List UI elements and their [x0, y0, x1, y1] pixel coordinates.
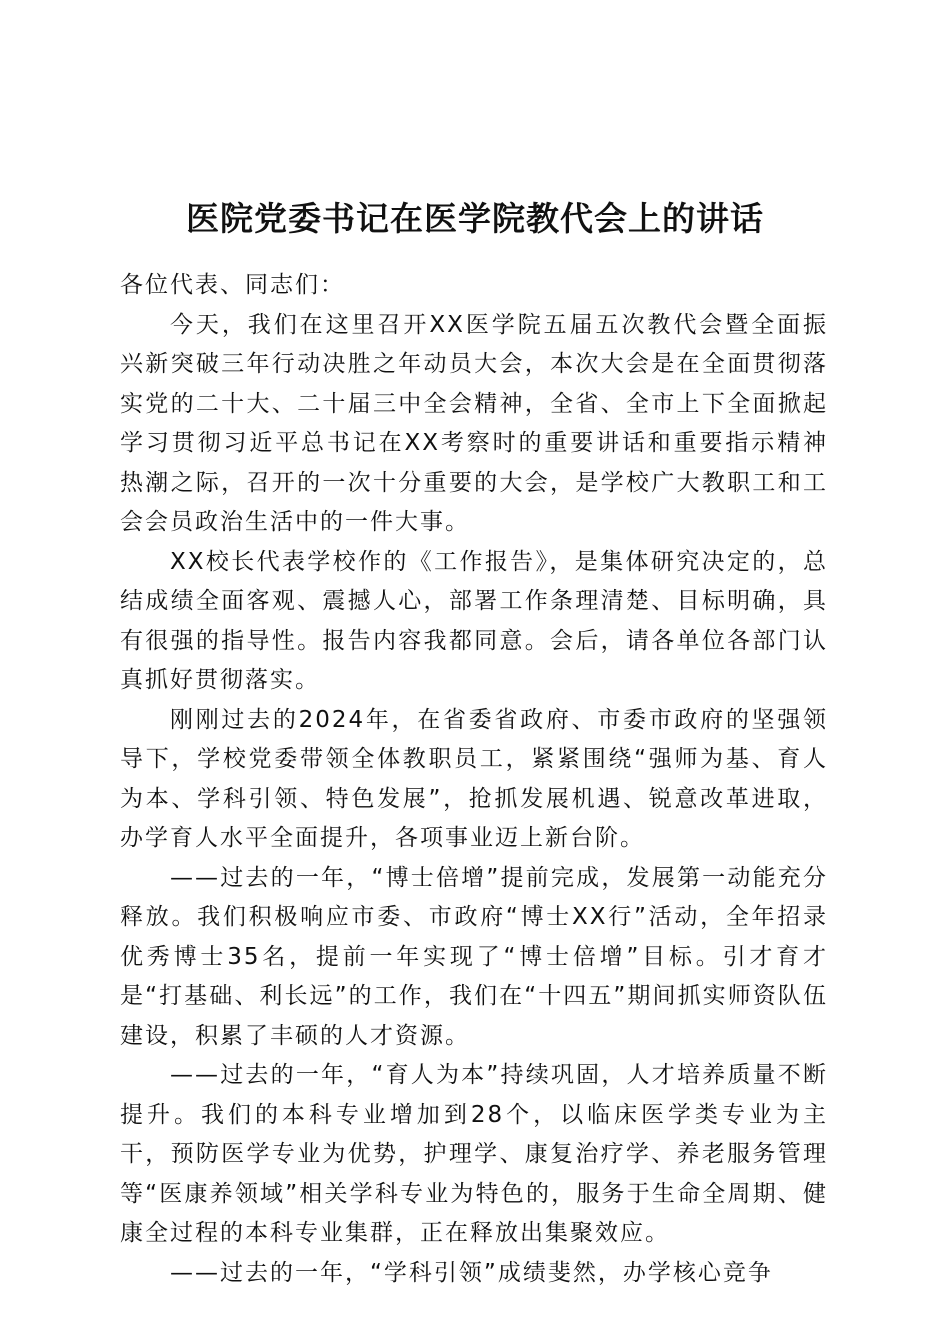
paragraph-2024-review: 刚刚过去的2024年，在省委省政府、市委市政府的坚强领导下，学校党委带领全体教职员工，紧紧围绕“强师为基、育人为本、学科引领、特色发展”，抢抓发展机遇、锐意改革进取，办学育人水平全面提升，各项事业迈上新台阶。: [120, 706, 828, 851]
paragraph-opening: 今天，我们在这里召开XX医学院五届五次教代会暨全面振兴新突破三年行动决胜之年动员大会，本次大会是在全面贯彻落实党的二十大、二十届三中全会精神，全省、全市上下全面掀起学习贯彻习近平总书记在XX考察时的重要讲话和重要指示精神热潮之际，召开的一次十分重要的大会，是学校广大教职工和工会会员政治生活中的一件大事。: [120, 311, 828, 535]
paragraph-doctor-doubling: ——过去的一年，“博士倍增”提前完成，发展第一动能充分释放。我们积极响应市委、市政府“博士XX行”活动，全年招录优秀博士35名，提前一年实现了“博士倍增”目标。引才育才是“打基础、利长远”的工作，我们在“十四五”期间抓实师资队伍建设，积累了丰硕的人才资源。: [120, 864, 828, 1049]
paragraph-discipline-leading: ——过去的一年，“学科引领”成绩斐然，办学核心竞争: [170, 1259, 773, 1286]
document-body: [120, 266, 828, 1293]
paragraph-talent-cultivation: ——过去的一年，“育人为本”持续巩固，人才培养质量不断提升。我们的本科专业增加到28个，以临床医学类专业为主干，预防医学专业为优势，护理学、康复治疗学、养老服务管理等“医康养领域”相关学科专业为特色的，服务于生命全周期、健康全过程的本科专业集群，正在释放出集聚效应。: [120, 1062, 828, 1246]
document-title: 医院党委书记在医学院教代会上的讲话: [186, 199, 764, 238]
salutation: 各位代表、同志们：: [120, 272, 345, 298]
paragraph-work-report: XX校长代表学校作的《工作报告》，是集体研究决定的，总结成绩全面客观、震撼人心，部署工作条理清楚、目标明确，具有很强的指导性。报告内容我都同意。会后，请各单位各部门认真抓好贯彻落实。: [120, 548, 828, 693]
